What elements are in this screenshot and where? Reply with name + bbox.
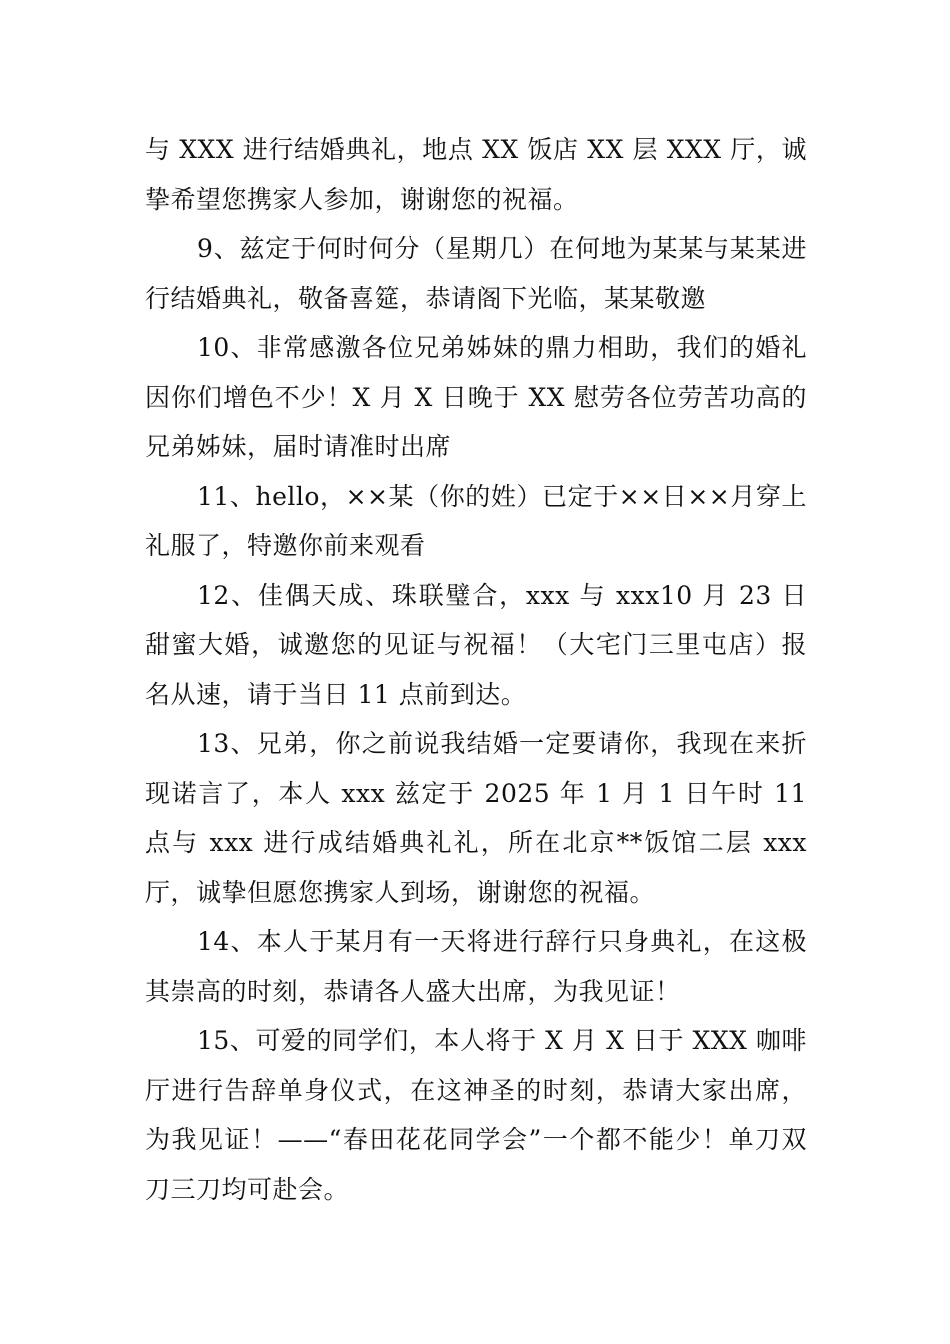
paragraph-item-10: 10、非常感激各位兄弟姊妹的鼎力相助，我们的婚礼因你们增色不少！X 月 X 日晚于 XX 慰劳各位劳苦功高的兄弟姊妹，届时请准时出席 — [145, 333, 807, 461]
paragraph-item-9: 9、兹定于何时何分（星期几）在何地为某某与某某进行结婚典礼，敬备喜筵，恭请阁下光临，某某敬邀 — [145, 234, 807, 313]
paragraph-item-15: 15、可爱的同学们，本人将于 X 月 X 日于 XXX 咖啡厅进行告辞单身仪式，在这神圣的时刻，恭请大家出席，为我见证！——“春田花花同学会”一个都不能少！单刀双刀三刀均可赴会。 — [145, 1026, 807, 1204]
paragraph-item-11: 11、hello，××某（你的姓）已定于××日××月穿上礼服了，特邀你前来观看 — [145, 481, 807, 560]
paragraph-item-12: 12、佳偶天成、珠联璧合，xxx 与 xxx10 月 23 日甜蜜大婚，诚邀您的见证与祝福！（大宅门三里屯店）报名从速，请于当日 11 点前到达。 — [145, 580, 807, 709]
paragraph-item-14: 14、本人于某月有一天将进行辞行只身典礼，在这极其崇高的时刻，恭请各人盛大出席，为我见证！ — [145, 927, 807, 1006]
paragraph-continuation: 与 XXX 进行结婚典礼，地点 XX 饭店 XX 层 XXX 厅，诚挚希望您携家人参加，谢谢您的祝福。 — [145, 135, 807, 214]
paragraph-item-13: 13、兄弟，你之前说我结婚一定要请你，我现在来折现诺言了，本人 xxx 兹定于 2025 年 1 月 1 日午时 11 点与 xxx 进行成结婚典礼礼，所在北京**饭馆二层 xxx 厅，诚挚但愿您携家人到场，谢谢您的祝福。 — [145, 729, 816, 907]
document-body — [145, 125, 816, 1214]
